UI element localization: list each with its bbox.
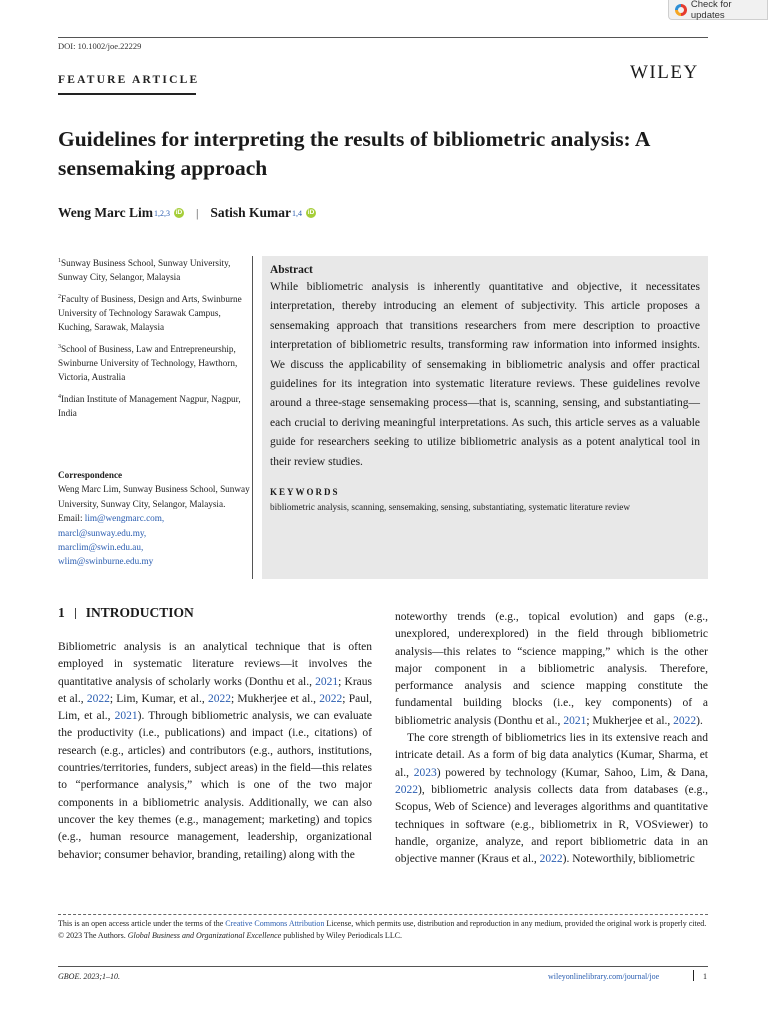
doi[interactable]: DOI: 10.1002/joe.22229	[58, 41, 142, 51]
license-text: This is an open access article under the terms of the	[58, 919, 226, 928]
footer-rule	[58, 966, 708, 967]
correspondence-address: Weng Marc Lim, Sunway Business School, Sunway University, Sunway City, Selangor, Malaysia.	[58, 484, 250, 509]
affiliation-number: 3	[58, 344, 61, 350]
body-text: ; Lim, Kumar, et al.,	[109, 692, 208, 705]
body-text: ). Through bibliometric analysis, we can evaluate the productivity (i.e., publications) and impact (i.e., citations) of research (e.g., articles) and contributors (e.g., authors, institutions, countries/territories, funders, subject areas) in the field—this relates to “performance analysis,” which is one of the two major components in a bibliometric analysis. Additionally, we can also uncover the key themes (e.g., management; marketing) and topics (e.g., human resource management, leadership, organizational behavior; consumer behavior, branding, retailing) along with the	[58, 710, 372, 861]
correspondence	[58, 468, 258, 569]
citation-link[interactable]: 2022	[207, 692, 231, 705]
check-updates-icon	[675, 4, 687, 16]
citation-link[interactable]: 2021	[315, 675, 339, 688]
email-link[interactable]: marcl@sunway.edu.my,	[58, 527, 147, 538]
email-link[interactable]: lim@wengmarc.com,	[84, 513, 165, 524]
body-text: ; Paul, Lim, et al.,	[58, 692, 373, 723]
article-type: FEATURE ARTICLE	[58, 74, 200, 86]
abstract-text: While bibliometric analysis is inherently quantitative and objective, it necessitates interpretation, thereby introducing an element of subjectivity. This article proposes a sensemaking approach that transitions researchers from mere description to proactive interpretation of bibliometric results, transforming raw information into informed insights. We discuss the applicability of sensemaking in bibliometric analysis and offer practical guidelines for its integration into systematic literature reviews. These guidelines revolve around a three-stage sensemaking process—that is, scanning, sensing, and substantiating—each crucial to deriving meaningful interpretations. As such, this article serves as a valuable guide for researchers seeking to utilize bibliometric analysis as a potent analytical tool in their review studies.	[270, 281, 700, 468]
correspondence-heading: Correspondence	[58, 470, 123, 480]
page-number-separator	[693, 970, 694, 981]
author-separator: |	[196, 205, 199, 220]
license-text: License, which permits use, distribution and reproduction in any medium, provided the original work is properly cited.	[324, 919, 707, 928]
email-link[interactable]: wlim@swinburne.edu.my	[58, 556, 154, 567]
body-text: The core strength of bibliometrics lies in its extensive reach and intricate detail. As a form of big data analytics (Kumar, Sharma, et al.,	[395, 732, 708, 779]
copyright-text: published by Wiley Periodicals LLC.	[281, 931, 403, 940]
affiliations	[58, 254, 248, 426]
publisher-logo: WILEY	[630, 62, 699, 83]
journal-url[interactable]: wileyonlinelibrary.com/journal/joe	[548, 972, 660, 981]
body-paragraph	[58, 639, 372, 864]
body-paragraph	[395, 730, 708, 868]
author-name[interactable]: Satish Kumar	[210, 205, 292, 220]
citation-link[interactable]: 2022	[395, 783, 418, 796]
body-column-left	[58, 639, 372, 864]
citation-link[interactable]: 2021	[563, 714, 587, 727]
affiliation-text: Indian Institute of Management Nagpur, Nagpur, India	[58, 394, 241, 418]
affiliation	[58, 290, 248, 334]
page-number: 1	[703, 972, 707, 981]
citation-link[interactable]: 2022	[319, 692, 343, 705]
section-title: INTRODUCTION	[85, 605, 194, 620]
affiliation	[58, 390, 248, 420]
affiliation-text: Sunway Business School, Sunway University, Sunway City, Selangor, Malaysia	[58, 258, 231, 282]
affiliation-number: 1	[58, 258, 61, 264]
body-text: ) powered by technology (Kumar, Sahoo, Lim, & Dana,	[436, 766, 708, 779]
check-for-updates-button[interactable]	[668, 0, 768, 20]
affiliation	[58, 254, 248, 284]
body-text: Bibliometric analysis is an analytical technique that is often employed in systematic literature reviews—it involves the quantitative analysis of scholarly works (Donthu et al.,	[58, 641, 372, 688]
body-text: ; Mukherjee et al.,	[230, 692, 320, 705]
abstract-box	[262, 256, 708, 579]
sidebar-divider	[252, 256, 253, 579]
copyright-text: © 2023 The Authors.	[58, 931, 128, 940]
footnote-divider	[58, 914, 708, 915]
body-text: ; Kraus et al.,	[58, 675, 372, 705]
body-column-right	[395, 609, 708, 868]
article-type-rule	[58, 93, 196, 95]
correspondence-emails	[58, 511, 258, 569]
section-separator	[75, 608, 76, 619]
citation-link[interactable]: 2022	[539, 853, 563, 866]
affiliation-number: 2	[58, 294, 61, 300]
journal-reference-text: GBOE. 2023;1–10.	[58, 972, 120, 981]
citation-link[interactable]: 2021	[114, 710, 138, 723]
email-link[interactable]: marclim@swin.edu.au,	[58, 542, 144, 553]
email-label: Email:	[58, 513, 85, 524]
affiliation-text: Faculty of Business, Design and Arts, Swinburne University of Technology Sarawak Campus, Kuching, Sarawak, Malaysia	[58, 294, 242, 332]
citation-link[interactable]: 2023	[413, 766, 437, 779]
journal-reference	[58, 972, 120, 981]
author-affiliation-refs[interactable]: 1,2,3	[154, 208, 170, 218]
citation-link[interactable]: 2022	[673, 714, 697, 727]
body-text: ), bibliometric analysis collects data from databases (e.g., Scopus, Web of Science) and leverages algorithms and quantitative techniques in software (e.g., bibliometrix in R, VOSviewer) to handle, organize, analyze, and report bibliometric data in an objective manner (Kraus et al.,	[395, 783, 708, 866]
section-heading-introduction	[58, 605, 194, 621]
article-title: Guidelines for interpreting the results of bibliometric analysis: A sensemaking approach	[58, 127, 650, 180]
abstract-heading: Abstract	[270, 264, 313, 276]
body-text: ; Mukherjee et al.,	[586, 714, 674, 727]
author-affiliation-refs[interactable]: 1,4	[292, 208, 303, 218]
journal-name: Global Business and Organizational Excellence	[127, 931, 282, 940]
license-link[interactable]: Creative Commons Attribution	[225, 919, 325, 928]
keywords-text: bibliometric analysis, scanning, sensemaking, sensing, substantiating, systematic literature review	[270, 502, 631, 513]
affiliation-text: School of Business, Law and Entrepreneurship, Swinburne University of Technology, Hawthorn, Victoria, Australia	[58, 344, 238, 382]
orcid-icon[interactable]: iD	[307, 209, 315, 216]
body-text: ). Noteworthily, bibliometric	[562, 853, 695, 866]
affiliation	[58, 340, 248, 384]
copyright-line	[58, 930, 708, 942]
author-name[interactable]: Weng Marc Lim	[58, 205, 153, 220]
body-text: ).	[696, 714, 703, 727]
keywords-heading: KEYWORDS	[270, 487, 340, 498]
orcid-icon[interactable]: iD	[175, 209, 183, 216]
body-paragraph	[395, 609, 708, 730]
license-footnote	[58, 918, 708, 942]
affiliation-number: 4	[58, 394, 61, 400]
citation-link[interactable]: 2022	[86, 692, 110, 705]
author-list	[58, 205, 316, 221]
section-number: 1	[58, 605, 65, 620]
check-updates-label: Check for updates	[690, 0, 732, 21]
body-text: noteworthy trends (e.g., topical evolution) and gaps (e.g., unexplored, underexplored) in the field through bibliometric analysis—this relates to “science mapping,” which is the other major component in a bibliometric analysis. Therefore, performance analysis and science mapping constitute the fundamental building blocks (i.e., key components) of a bibliometric analysis (Donthu et al.,	[395, 611, 708, 727]
header-rule	[58, 37, 708, 38]
license-line	[58, 918, 708, 930]
